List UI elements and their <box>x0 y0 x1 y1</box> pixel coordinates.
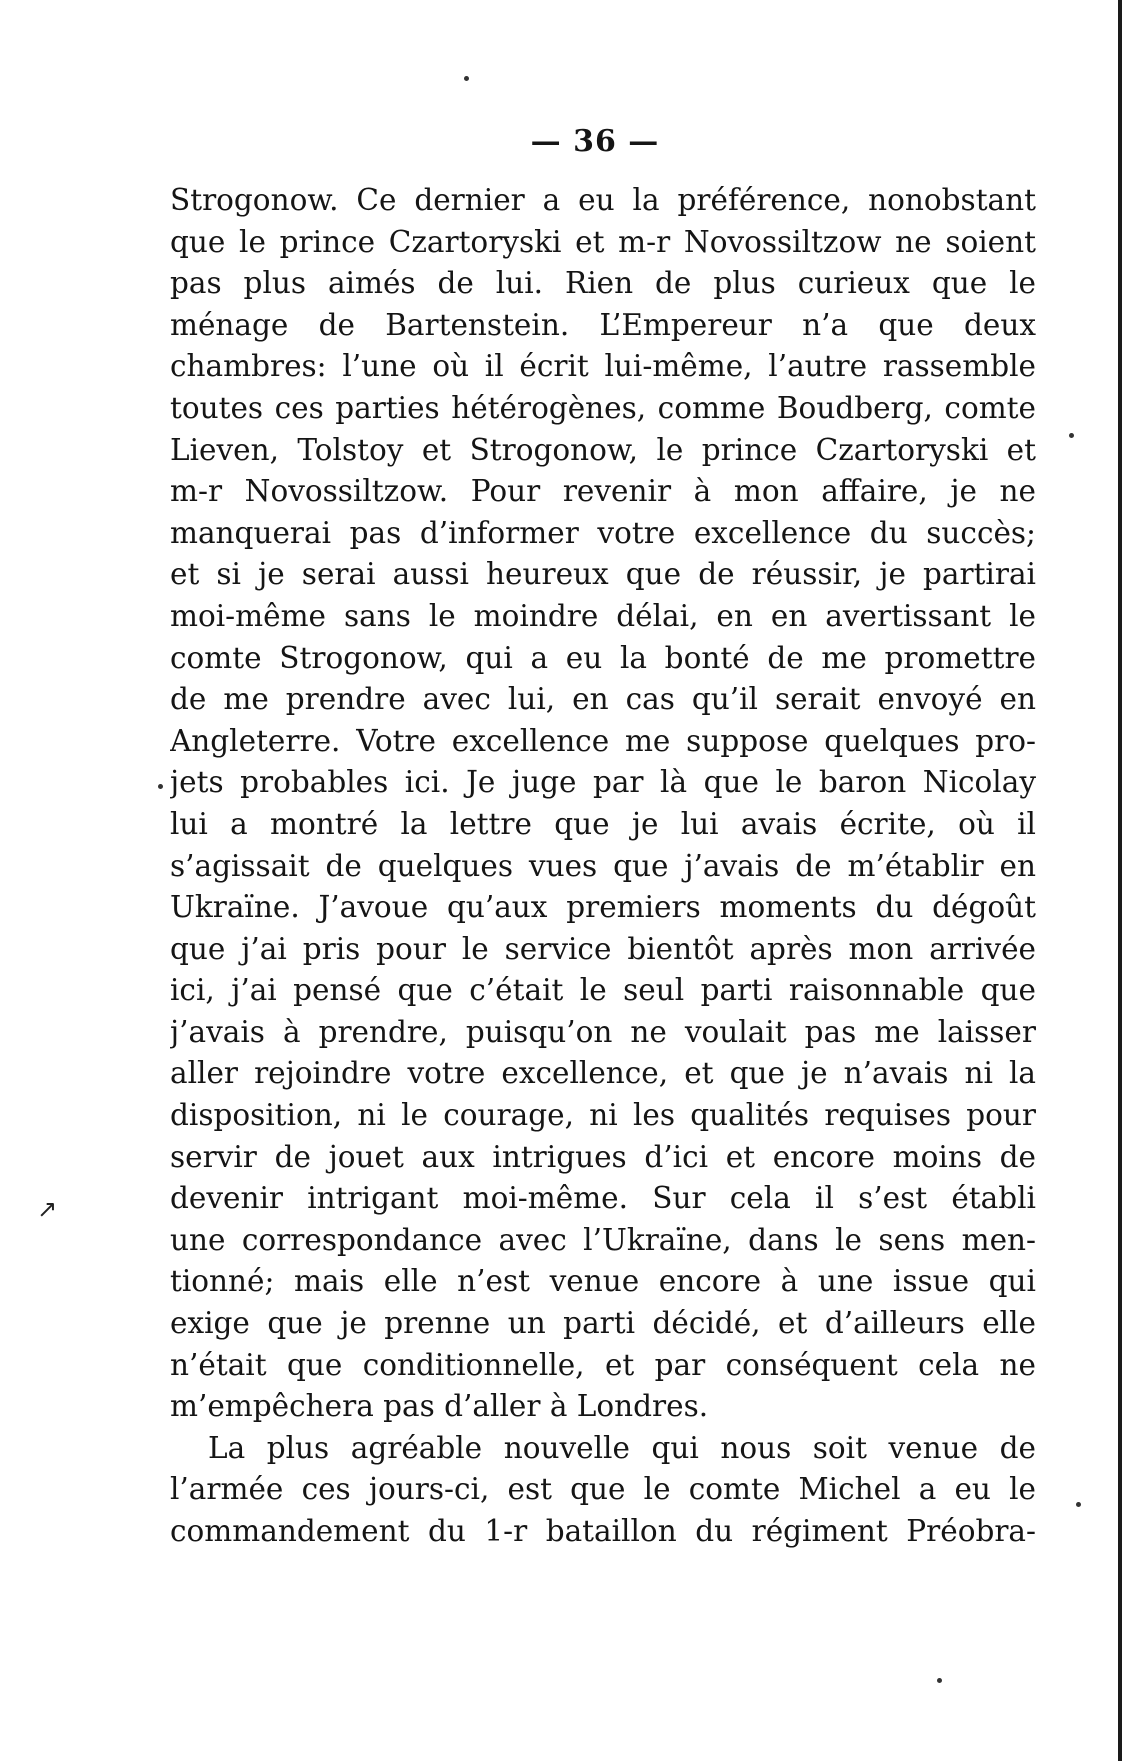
paragraph-end-line: m’empêchera pas d’aller à Londres. <box>170 1389 709 1424</box>
text-line: manquerai pas d’informer votre excellence du succès; <box>170 515 1036 550</box>
text-line: jets probables ici. Je juge par là que le baron Nicolay <box>170 765 1036 800</box>
text-line: Strogonow. Ce dernier a eu la préférence, nonobstant <box>170 183 1036 217</box>
text-line: servir de jouet aux intrigues d’ici et encore moins de <box>170 1139 1036 1174</box>
text-line: pas plus aimés de lui. Rien de plus curieux que le <box>170 266 1036 301</box>
text-line: Angleterre. Votre excellence me suppose quelques pro- <box>170 723 1036 758</box>
text-line: que le prince Czartoryski et m-r Novossiltzow ne soient <box>170 224 1036 259</box>
page-number: — 36 — <box>530 124 660 159</box>
text-line: l’armée ces jours-ci, est que le comte Michel a eu le <box>170 1472 1036 1507</box>
text-line: lui a montré la lettre que je lui avais écrite, où il <box>170 806 1036 841</box>
text-line: de me prendre avec lui, en cas qu’il serait envoyé en <box>170 682 1036 717</box>
text-line: et si je serai aussi heureux que de réussir, je partirai <box>170 557 1036 592</box>
text-line: m-r Novossiltzow. Pour revenir à mon affaire, je ne <box>170 474 1036 509</box>
text-line: tionné; mais elle n’est venue encore à une issue qui <box>170 1264 1036 1299</box>
text-line: n’était que conditionnelle, et par conséquent cela ne <box>170 1347 1036 1382</box>
page-edge-rule <box>1118 0 1122 1761</box>
print-speck <box>1076 1502 1081 1507</box>
text-line: chambres: l’une où il écrit lui-même, l’autre rassemble <box>170 349 1036 384</box>
text-line: comte Strogonow, qui a eu la bonté de me promettre <box>170 640 1036 675</box>
text-line: disposition, ni le courage, ni les qualités requises pour <box>170 1098 1036 1133</box>
text-line: j’avais à prendre, puisqu’on ne voulait pas me laisser <box>170 1014 1036 1049</box>
text-line: aller rejoindre votre excellence, et que je n’avais ni la <box>170 1056 1036 1091</box>
print-speck <box>937 1678 942 1683</box>
text-line: que j’ai pris pour le service bientôt après mon arrivée <box>170 931 1036 966</box>
text-line: ici, j’ai pensé que c’était le seul parti raisonnable que <box>170 973 1036 1008</box>
text-line: Lieven, Tolstoy et Strogonow, le prince Czartoryski et <box>170 432 1036 467</box>
text-line: s’agissait de quelques vues que j’avais de m’établir en <box>170 848 1036 883</box>
text-line: toutes ces parties hétérogènes, comme Boudberg, comte <box>170 390 1036 425</box>
body-text <box>170 180 1036 1553</box>
print-speck <box>1069 433 1074 438</box>
text-line: ménage de Bartenstein. L’Empereur n’a que deux <box>170 307 1036 342</box>
print-speck <box>464 76 469 81</box>
text-line: une correspondance avec l’Ukraïne, dans le sens men- <box>170 1222 1036 1257</box>
text-line: Ukraïne. J’avoue qu’aux premiers moments du dégoût <box>170 890 1036 925</box>
margin-pencil-mark: ↗ <box>37 1195 58 1223</box>
text-line: exige que je prenne un parti décidé, et d’ailleurs elle <box>170 1306 1036 1341</box>
print-speck <box>158 784 163 789</box>
text-line: devenir intrigant moi-même. Sur cela il s’est établi <box>170 1181 1036 1216</box>
text-line: commandement du 1-r bataillon du régiment Préobra- <box>170 1514 1036 1548</box>
text-line: moi-même sans le moindre délai, en en avertissant le <box>170 598 1036 633</box>
paragraph-start-line: La plus agréable nouvelle qui nous soit venue de <box>208 1430 1036 1465</box>
